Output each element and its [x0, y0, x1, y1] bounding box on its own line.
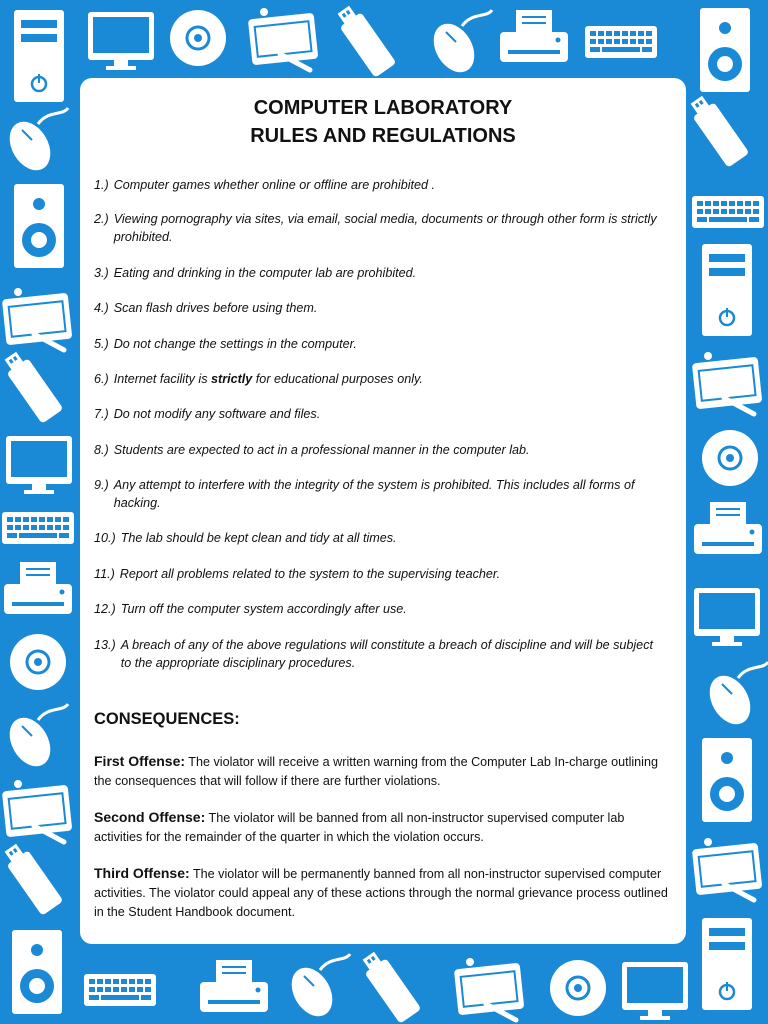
usb-flash-drive-icon	[691, 96, 750, 168]
rule-number: 12.)	[94, 602, 116, 616]
computer-tower-icon	[702, 918, 752, 1010]
third-offense	[94, 864, 668, 922]
rule-item	[94, 636, 664, 672]
keyboard-icon	[692, 196, 764, 228]
computer-mouse-icon	[1, 108, 68, 178]
rule-number: 2.)	[94, 212, 109, 226]
rule-item	[94, 476, 664, 512]
rule-text: Report all problems related to the system to the supervising teacher.	[119, 567, 501, 581]
drawing-tablet-icon	[454, 958, 524, 1020]
offense-label: First Offense:	[94, 753, 186, 769]
rule-text: Any attempt to interfere with the integrity of the system is prohibited. This includes all forms of hacking.	[113, 478, 635, 510]
computer-tower-icon	[14, 10, 64, 102]
speaker-icon	[12, 930, 62, 1014]
rule-number: 4.)	[94, 301, 109, 315]
computer-mouse-icon	[425, 10, 492, 80]
rule-item	[94, 176, 664, 194]
rule-item	[94, 405, 664, 423]
title-line-1: COMPUTER LABORATORY	[253, 97, 513, 119]
printer-icon	[694, 502, 762, 554]
computer-mouse-icon	[283, 954, 350, 1024]
rule-text: Do not change the settings in the computer.	[113, 337, 357, 351]
usb-flash-drive-icon	[363, 952, 422, 1024]
keyboard-icon	[585, 26, 657, 58]
cd-disc-icon	[10, 634, 66, 690]
rule-item	[94, 529, 664, 547]
rule-number: 3.)	[94, 266, 109, 280]
rule-item	[94, 600, 664, 618]
usb-flash-drive-icon	[338, 6, 397, 78]
keyboard-icon	[84, 974, 156, 1006]
speaker-icon	[700, 8, 750, 92]
rule-item	[94, 565, 664, 583]
rule-number: 13.)	[94, 638, 116, 652]
rule-number: 5.)	[94, 337, 109, 351]
first-offense	[94, 752, 668, 791]
rule-text: The lab should be kept clean and tidy at all times.	[120, 531, 397, 545]
monitor-icon	[88, 12, 154, 70]
offense-text: The violator will receive a written warning from the Computer Lab In-charge outlining the consequences that will follow if there are further violations.	[94, 755, 658, 788]
printer-icon	[500, 10, 568, 62]
rule-item	[94, 299, 664, 317]
rule-text: A breach of any of the above regulations will constitute a breach of discipline and will be subject to the appropriate disciplinary procedures.	[120, 638, 653, 670]
rule-number: 8.)	[94, 443, 109, 457]
rule-number: 7.)	[94, 407, 109, 421]
drawing-tablet-icon	[692, 352, 762, 414]
monitor-icon	[6, 436, 72, 494]
computer-mouse-icon	[1, 704, 68, 774]
rule-text: Scan flash drives before using them.	[113, 301, 318, 315]
printer-icon	[200, 960, 268, 1012]
offense-label: Third Offense:	[94, 865, 190, 881]
offense-text: The violator will be permanently banned from all non-instructor supervised computer activities. The violator could appeal any of these actions through the normal grievance process outlined in the Student Handbook document.	[94, 867, 668, 919]
offense-label: Second Offense:	[94, 809, 206, 825]
rule-item	[94, 370, 664, 388]
monitor-icon	[694, 588, 760, 646]
second-offense	[94, 808, 668, 847]
monitor-icon	[622, 962, 688, 1020]
rule-text: Do not modify any software and files.	[113, 407, 321, 421]
computer-mouse-icon	[701, 662, 768, 732]
rule-number: 9.)	[94, 478, 109, 492]
rule-text-emphasis: strictly	[211, 372, 253, 386]
rule-number: 10.)	[94, 531, 116, 545]
keyboard-icon	[2, 512, 74, 544]
usb-flash-drive-icon	[5, 844, 64, 916]
drawing-tablet-icon	[248, 8, 318, 70]
rule-text: Students are expected to act in a professional manner in the computer lab.	[113, 443, 530, 457]
drawing-tablet-icon	[2, 288, 72, 350]
rule-number: 1.)	[94, 178, 109, 192]
printer-icon	[4, 562, 72, 614]
rule-number: 11.)	[94, 567, 115, 581]
speaker-icon	[14, 184, 64, 268]
rule-text	[114, 370, 664, 388]
consequences-heading: CONSEQUENCES:	[94, 710, 240, 728]
rule-item	[94, 264, 664, 282]
speaker-icon	[702, 738, 752, 822]
rule-item	[94, 210, 664, 246]
drawing-tablet-icon	[2, 780, 72, 842]
cd-disc-icon	[702, 430, 758, 486]
computer-tower-icon	[702, 244, 752, 336]
rule-text-before: Internet facility is	[113, 372, 211, 386]
offense-text: The violator will be banned from all non-instructor supervised computer lab activities for the remainder of the quarter in which the violation occurs.	[94, 811, 625, 844]
rule-text: Turn off the computer system accordingly after use.	[120, 602, 407, 616]
usb-flash-drive-icon	[5, 352, 64, 424]
rule-item	[94, 441, 664, 459]
rule-text-after: for educational purposes only.	[252, 372, 423, 386]
cd-disc-icon	[550, 960, 606, 1016]
rules-panel	[80, 78, 686, 944]
cd-disc-icon	[170, 10, 226, 66]
rule-item	[94, 335, 664, 353]
rule-text: Computer games whether online or offline are prohibited .	[113, 178, 436, 192]
rule-number: 6.)	[94, 372, 109, 386]
rule-text: Eating and drinking in the computer lab are prohibited.	[113, 266, 417, 280]
page-title	[80, 94, 686, 150]
title-line-2: RULES AND REGULATIONS	[250, 125, 516, 147]
drawing-tablet-icon	[692, 838, 762, 900]
rule-text: Viewing pornography via sites, via email, social media, documents or through other form is strictly prohibited.	[113, 212, 657, 244]
